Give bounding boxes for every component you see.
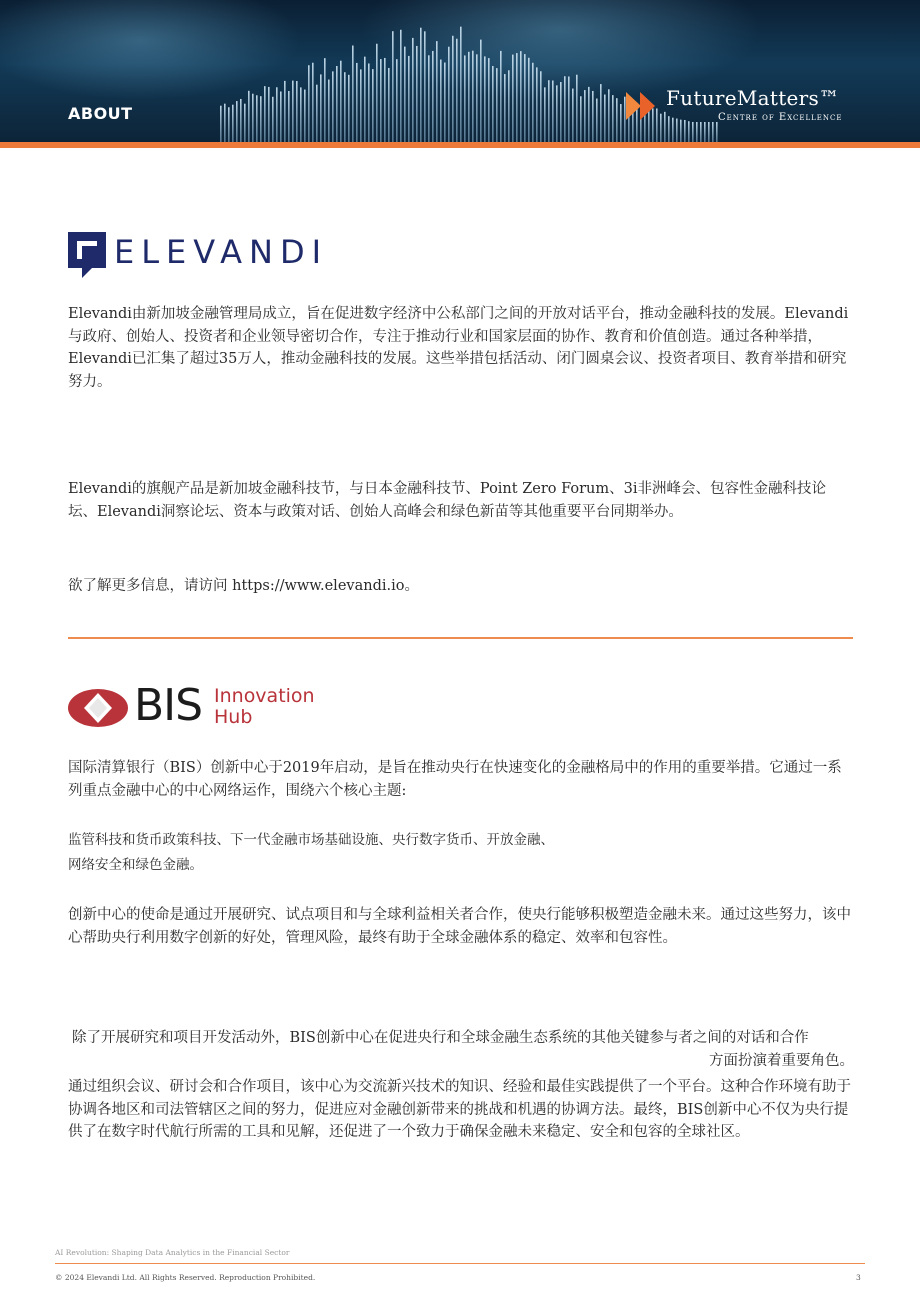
background-bar (380, 59, 382, 142)
background-bar (468, 52, 470, 142)
background-bar (416, 46, 418, 142)
background-bar (596, 99, 598, 142)
background-bar (388, 68, 390, 142)
background-bar (564, 76, 566, 142)
footer-copyright: © 2024 Elevandi Ltd. All Rights Reserved. Reproduction Prohibited. (55, 1273, 316, 1282)
background-bar (604, 95, 606, 142)
background-bar (456, 39, 458, 142)
background-bar (612, 95, 614, 142)
background-bar (220, 106, 222, 142)
background-bar (544, 87, 546, 142)
background-bar (504, 74, 506, 142)
background-bar (400, 30, 402, 142)
background-bar (324, 58, 326, 142)
background-bar (492, 66, 494, 142)
background-bar (448, 47, 450, 142)
background-bar (300, 87, 302, 142)
background-bar (580, 96, 582, 142)
background-bar (296, 81, 298, 142)
background-bar (472, 51, 474, 142)
background-bar (532, 63, 534, 142)
background-bar (244, 104, 246, 142)
elevandi-paragraph-more-info: 欲了解更多信息，请访问 https://www.elevandi.io。 (68, 578, 419, 594)
background-bar (340, 61, 342, 142)
bis-dialogue-line-2: 方面扮演着重要角色。 (709, 1052, 854, 1069)
background-bar (568, 76, 570, 142)
bis-paragraph-intro: 国际清算银行（BIS）创新中心于2019年启动，是旨在推动央行在快速变化的金融格局中的作用的重要举措。它通过一系列重点金融中心的中心网络运作，围绕六个核心主题: (68, 760, 842, 799)
footer-document-title: AI Revolution: Shaping Data Analytics in the Financial Sector (55, 1248, 290, 1257)
background-bar (308, 65, 310, 142)
background-bar (524, 54, 526, 142)
background-bar (500, 51, 502, 142)
background-bar (528, 58, 530, 142)
background-bar (536, 67, 538, 142)
background-bar (408, 56, 410, 142)
background-bar (488, 58, 490, 142)
futurematters-title: FutureMatters™ (666, 86, 840, 110)
bis-wordmark-sub (214, 686, 315, 728)
background-bar (548, 80, 550, 142)
bis-paragraph-dialogue (72, 1027, 854, 1072)
background-bar (264, 86, 266, 142)
elevandi-logo (68, 232, 328, 280)
bis-wordmark: BIS (134, 680, 203, 731)
background-bar (224, 104, 226, 142)
background-bar (352, 45, 354, 142)
bis-sub-hub: Hub (214, 706, 253, 728)
background-bar (444, 63, 446, 142)
bis-paragraph-mission: 创新中心的使命是通过开展研究、试点项目和与全球利益相关者合作，使央行能够积极塑造金融未来。通过这些努力，该中心帮助央行利用数字创新的好处，管理风险，最终有助于全球金融体系的稳定、效率和包容性。 (68, 907, 851, 946)
background-bar (584, 90, 586, 142)
background-bar (600, 84, 602, 142)
background-bar (592, 91, 594, 142)
background-bar (288, 91, 290, 142)
elevandi-wordmark: ELEVANDI (114, 233, 329, 271)
background-bar (248, 91, 250, 142)
futurematters-logo (626, 88, 866, 128)
background-bar (572, 89, 574, 142)
background-bar (256, 95, 258, 142)
elevandi-paragraph-intro: Elevandi由新加坡金融管理局成立，旨在促进数字经济中公私部门之间的开放对话平台，推动金融科技的发展。Elevandi与政府、创始人、投资者和企业领导密切合作，专注于推动行业和国家层面的协作、教育和价值创造。通过各种举措，Elevandi已汇集了超过35万人，推动金融科技的发展。这些举措包括活动、闭门圆桌会议、投资者项目、教育举措和研究努力。 (68, 306, 849, 390)
background-bar (284, 81, 286, 142)
footer-divider (55, 1263, 865, 1264)
background-bar (404, 47, 406, 142)
background-bar (484, 56, 486, 142)
background-bar (364, 57, 366, 142)
background-bar (344, 72, 346, 142)
background-bar (440, 60, 442, 142)
footer-page-number: 3 (856, 1273, 861, 1282)
background-bar (320, 74, 322, 142)
header-accent-stripe (0, 142, 920, 148)
background-bar (368, 63, 370, 142)
background-bar (384, 58, 386, 142)
background-bar (608, 89, 610, 142)
background-bar (236, 101, 238, 142)
background-bar (276, 87, 278, 142)
bis-themes-line-2: 网络安全和绿色金融。 (68, 857, 203, 873)
background-bar (508, 70, 510, 142)
background-bar (552, 80, 554, 142)
section-label: ABOUT (68, 104, 133, 123)
bis-themes (68, 828, 854, 878)
background-bar (312, 63, 314, 142)
bis-dialogue-line-1: 除了开展研究和项目开发活动外，BIS创新中心在促进央行和全球金融生态系统的其他关键参与者之间的对话和合作 (72, 1030, 809, 1046)
background-bar (292, 81, 294, 142)
background-bar (424, 31, 426, 142)
background-bar (268, 87, 270, 142)
background-bar (512, 55, 514, 142)
background-bar (376, 44, 378, 142)
background-bar (412, 38, 414, 142)
background-bar (540, 71, 542, 142)
background-bar (348, 75, 350, 142)
background-bar (356, 63, 358, 142)
background-bar (480, 40, 482, 142)
elevandi-paragraph-flagship: Elevandi的旗舰产品是新加坡金融科技节，与日本金融科技节、Point Zero Forum、3i非洲峰会、包容性金融科技论坛、Elevandi洞察论坛、资本与政策对话、创始人高峰会和绿色新苗等其他重要平台同期举办。 (68, 481, 827, 520)
background-bar (496, 68, 498, 142)
background-bar (452, 36, 454, 142)
background-bar (304, 90, 306, 142)
background-bar (272, 97, 274, 142)
header-banner (0, 0, 920, 142)
speech-square-icon (68, 232, 106, 278)
double-chevron-icon (626, 90, 658, 122)
background-bar (240, 99, 242, 142)
futurematters-subtitle: Centre of Excellence (718, 112, 843, 123)
background-bar (260, 96, 262, 142)
background-bar (360, 69, 362, 142)
background-bar (316, 85, 318, 142)
background-bar (332, 71, 334, 142)
background-bar (556, 85, 558, 142)
background-bar (576, 75, 578, 142)
bis-sub-innovation: Innovation (214, 685, 315, 707)
background-bar (516, 53, 518, 142)
background-bar (464, 55, 466, 142)
background-bar (432, 51, 434, 142)
background-bar (428, 55, 430, 142)
background-bar (560, 82, 562, 142)
background-bar (392, 31, 394, 142)
background-bar (252, 94, 254, 142)
background-bar (616, 98, 618, 142)
background-bar (328, 80, 330, 142)
background-bar (436, 41, 438, 142)
background-bar (280, 91, 282, 142)
bis-themes-line-1: 监管科技和货币政策科技、下一代金融市场基础设施、央行数字货币、开放金融、 (68, 832, 554, 848)
background-bar (476, 54, 478, 142)
background-bar (588, 87, 590, 142)
background-bar (396, 59, 398, 142)
background-bar (372, 69, 374, 142)
background-bar (420, 28, 422, 142)
background-bar (460, 27, 462, 142)
background-bar (336, 66, 338, 142)
bis-paragraph-platform: 通过组织会议、研讨会和合作项目，该中心为交流新兴技术的知识、经验和最佳实践提供了一个平台。这种合作环境有助于协调各地区和司法管辖区之间的努力，促进应对金融创新带来的挑战和机遇的协调方法。最终，BIS创新中心不仅为央行提供了在数字时代航行所需的工具和见解，还促进了一个致力于确保金融未来稳定、安全和包容的全球社区。 (68, 1079, 851, 1141)
background-bar (232, 105, 234, 142)
bis-innovation-hub-logo (68, 680, 328, 731)
bis-diamond-icon (68, 688, 128, 728)
section-divider (68, 637, 853, 639)
background-bar (520, 51, 522, 142)
background-bar (228, 107, 230, 142)
background-bar (620, 104, 622, 142)
